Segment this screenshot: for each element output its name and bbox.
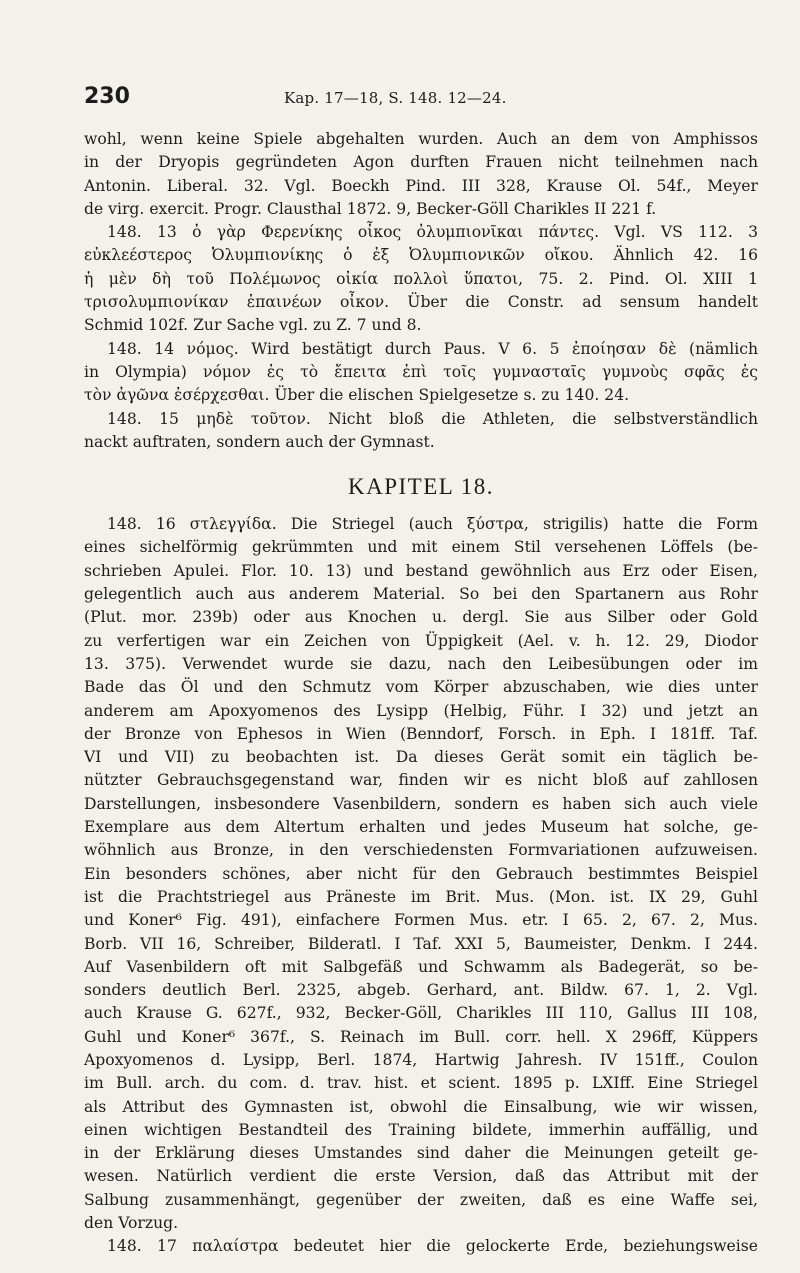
text-line: Exemplare aus dem Altertum erhalten und jedes Museum hat solche, ge-: [84, 818, 758, 837]
text-line: ἡ μὲν δὴ τοῦ Πολέμωνος οἰκία πολλοὶ ὕπατοι, 75. 2. Pind. Ol. XIII 1: [84, 269, 758, 288]
chapter-title: KAPITEL 18.: [348, 474, 494, 500]
text-line: wohl, wenn keine Spiele abgehalten wurden. Auch an dem von Amphissos: [84, 130, 758, 148]
text-line: eines sichelförmig gekrümmten und mit einem Stil versehenen Löffels (be-: [84, 538, 758, 557]
text-line: Borb. VII 16, Schreiber, Bilderatl. I Taf. XXI 5, Baumeister, Denkm. I 244.: [84, 934, 758, 953]
text-line: 148. 14 νόμος. Wird bestätigt durch Paus. V 6. 5 ἐποίησαν δὲ (nämlich: [107, 339, 758, 358]
text-line: in der Dryopis gegründeten Agon durften Frauen nicht teilnehmen nach: [84, 153, 758, 172]
text-line: VI und VII) zu beobachten ist. Da dieses Gerät somit ein täglich be-: [84, 748, 758, 767]
text-line: (Plut. mor. 239b) oder aus Knochen u. dergl. Sie aus Silber oder Gold: [84, 608, 758, 627]
text-line: Guhl und Koner⁶ 367f., S. Reinach im Bull. corr. hell. X 296ff, Küppers: [84, 1027, 758, 1046]
note-148-13: [84, 221, 758, 337]
text-line: der Bronze von Ephesos in Wien (Benndorf, Forsch. in Eph. I 181ff. Taf.: [84, 724, 758, 743]
note-148-15: [84, 408, 758, 455]
text-line: gelegentlich auch aus anderem Material. So bei den Spartanern aus Rohr: [84, 585, 758, 604]
text-line: anderem am Apoxyomenos des Lysipp (Helbig, Führ. I 32) und jetzt an: [84, 701, 758, 720]
text-line: 148. 16 στλεγγίδα. Die Striegel (auch ξύστρα, strigilis) hatte die Form: [107, 515, 758, 534]
text-line: nackt auftraten, sondern auch der Gymnast.: [84, 432, 435, 451]
text-line: Schmid 102f. Zur Sache vgl. zu Z. 7 und 8.: [84, 316, 422, 335]
text-line: τὸν ἀγῶνα ἐσέρχεσθαι. Über die elischen Spielgesetze s. zu 140. 24.: [84, 386, 630, 405]
note-148-16: [84, 513, 758, 1235]
paragraph-continuation: [84, 128, 758, 221]
note-148-14: [84, 338, 758, 408]
text-line: schrieben Apulei. Flor. 10. 13) und bestand gewöhnlich aus Erz oder Eisen,: [84, 561, 758, 580]
text-line: de virg. exercit. Progr. Clausthal 1872. 9, Becker-Göll Charikles II 221 f.: [84, 199, 657, 218]
text-line: in der Erklärung dieses Umstandes sind daher die Meinungen geteilt ge-: [84, 1144, 758, 1163]
page-number: 230: [84, 84, 130, 109]
page-header: [84, 84, 758, 114]
text-line: wesen. Natürlich verdient die erste Version, daß das Attribut mit der: [84, 1167, 758, 1186]
text-line: 13. 375). Verwendet wurde sie dazu, nach den Leibesübungen oder im: [84, 654, 758, 673]
text-line: Auf Vasenbildern oft mit Salbgefäß und Schwamm als Badegerät, so be-: [84, 957, 758, 976]
text-line: in Olympia) νόμον ἐς τὸ ἔπειτα ἐπὶ τοῖς γυμνασταῖς γυμνοὺς σφᾶς ἐς: [84, 362, 758, 381]
text-line: Apoxyomenos d. Lysipp, Berl. 1874, Hartwig Jahresh. IV 151ff., Coulon: [84, 1050, 758, 1069]
text-line: εὐκλεέστερος Ὀλυμπιονίκης ὁ ἐξ Ὀλυμπιονικῶν οἴκου. Ähnlich 42. 16: [84, 246, 758, 265]
text-line: 148. 13 ὁ γὰρ Φερενίκης οἶκος ὀλυμπιονῖκαι πάντες. Vgl. VS 112. 3: [107, 223, 758, 242]
text-line: und Koner⁶ Fig. 491), einfachere Formen Mus. etr. I 65. 2, 67. 2, Mus.: [84, 911, 758, 930]
text-line: Ein besonders schönes, aber nicht für den Gebrauch bestimmtes Beispiel: [84, 864, 758, 883]
text-line: im Bull. arch. du com. d. trav. hist. et scient. 1895 p. LXIff. Eine Striegel: [84, 1074, 758, 1093]
text-line: Darstellungen, insbesondere Vasenbildern, sondern es haben sich auch viele: [84, 794, 758, 813]
text-line: als Attribut des Gymnasten ist, obwohl die Einsalbung, wie wir wissen,: [84, 1097, 758, 1116]
text-line: zu verfertigen war ein Zeichen von Üppigkeit (Ael. v. h. 12. 29, Diodor: [84, 631, 758, 650]
text-line: den Vorzug.: [84, 1214, 179, 1233]
text-line: auch Krause G. 627f., 932, Becker-Göll, Charikles III 110, Gallus III 108,: [84, 1004, 758, 1023]
text-line: 148. 15 μηδὲ τοῦτον. Nicht bloß die Athleten, die selbstverständlich: [107, 409, 758, 428]
note-148-17: [84, 1235, 758, 1258]
running-head: Kap. 17—18, S. 148. 12—24.: [284, 89, 507, 107]
text-line: 148. 17 παλαίστρα bedeutet hier die gelockerte Erde, beziehungsweise: [107, 1237, 758, 1256]
text-line: wöhnlich aus Bronze, in den verschiedensten Formvariationen aufzuweisen.: [84, 841, 758, 860]
text-line: Antonin. Liberal. 32. Vgl. Boeckh Pind. III 328, Krause Ol. 54f., Meyer: [84, 176, 758, 195]
text-line: nützter Gebrauchsgegenstand war, finden wir es nicht bloß auf zahllosen: [84, 771, 758, 790]
text-line: Bade das Öl und den Schmutz vom Körper abzuschaben, wie dies unter: [84, 678, 758, 697]
text-line: sonders deutlich Berl. 2325, abgeb. Gerhard, ant. Bildw. 67. 1, 2. Vgl.: [84, 981, 758, 1000]
text-line: Salbung zusammenhängt, gegenüber der zweiten, daß es eine Waffe sei,: [84, 1190, 758, 1209]
text-line: einen wichtigen Bestandteil des Training bildete, immerhin auffällig, und: [84, 1120, 758, 1139]
text-line: τρισολυμπιονίκαν ἐπαινέων οἶκον. Über die Constr. ad sensum handelt: [84, 293, 758, 312]
text-line: ist die Prachtstriegel aus Präneste im Brit. Mus. (Mon. ist. IX 29, Guhl: [84, 887, 758, 906]
